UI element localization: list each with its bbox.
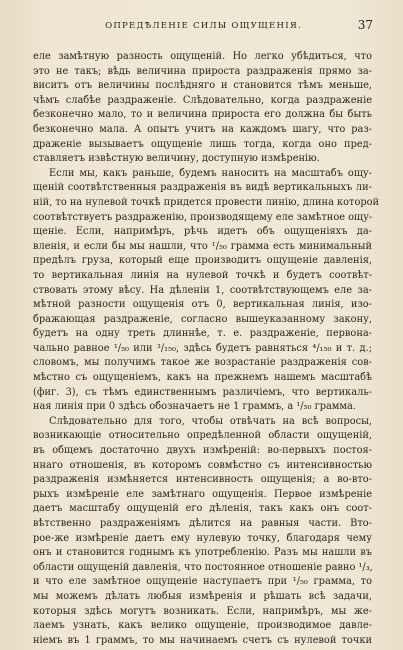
text-line: (фиг. 3), съ тѣмъ единственнымъ различіемъ, что вертикаль- — [33, 386, 372, 398]
text-line: словомъ, мы получимъ такое же возрастаніе раздраженія сов- — [33, 357, 372, 369]
text-line: щеніе. Если, напримѣръ, рѣчь идетъ объ ощущеніяхъ да- — [33, 226, 372, 238]
text-line: бражающая раздраженіе, согласно вышеуказанному закону, — [33, 313, 372, 325]
text-line: предѣлъ груза, который еще производитъ ощущеніе давленія, — [33, 255, 372, 267]
text-line: которыя здѣсь могутъ возникать. Если, напримѣръ, мы же- — [33, 605, 372, 617]
page-number: 37 — [357, 18, 373, 32]
text-line: то вертикальная линія на нулевой точкѣ и будетъ соотвѣт- — [33, 269, 372, 281]
text-line: щеній соотвѣтственныя раздраженія въ видѣ вертикальныхъ ли- — [33, 182, 372, 194]
text-line: ніемъ въ 1 граммъ, то мы начинаемъ счетъ съ нулевой точки — [33, 634, 372, 646]
text-line: Если мы, какъ раньше, будемъ наносить на масштабъ ощу- — [49, 167, 372, 179]
text-line: ная линія при 0 здѣсь обозначаетъ не 1 граммъ, а ¹/₅₀ грамма. — [33, 401, 357, 413]
text-line: ставляетъ извѣстную величину, доступную измѣренію. — [33, 153, 320, 165]
text-line: виситъ отъ величины послѣдняго и становится тѣмъ меньше, — [33, 80, 372, 92]
text-line: мѣстно съ ощущеніемъ, какъ на прежнемъ нашемъ масштабѣ — [33, 372, 372, 384]
text-line: драженіе вызываетъ ощущеніе лишь тогда, когда оно пред- — [33, 138, 372, 150]
text-line: это не такъ; вѣдь величина прироста раздраженія прямо за- — [33, 65, 372, 77]
body-text — [33, 50, 380, 648]
text-line: соотвѣтствуетъ раздраженію, производящему еле замѣтное ощу- — [33, 211, 373, 223]
text-line: будетъ на одну треть длиннѣе, т. е. раздраженіе, первона- — [33, 328, 372, 340]
text-line: раздраженія измѣняется интенсивность ощущенія; а во-вто- — [33, 474, 372, 486]
text-line: мы можемъ дѣлать любыя измѣренія и рѣшать всѣ задачи, — [33, 590, 372, 602]
text-line: въ общемъ достаточно двухъ измѣреній: во-первыхъ постоя- — [33, 445, 372, 457]
text-line: рое-же измѣреніе даетъ ему нулевую точку, благодаря чему — [33, 532, 372, 544]
text-line: ній, то на нулевой точкѣ придется провести линію, длина которой — [33, 196, 380, 208]
text-line: и что еле замѣтное ощущеніе наступаетъ при ¹/₅₀ грамма, то — [33, 576, 372, 588]
running-title: ОПРЕДѢЛЕНІЕ СИЛЫ ОЩУЩЕНІЯ. — [105, 21, 302, 31]
text-line: ннаго отношенія, въ которомъ совмѣстно съ интенсивностью — [33, 459, 372, 471]
text-line: даетъ масштабу ощущеній его дѣленія, такъ какъ онъ соот- — [33, 503, 372, 515]
text-line: ствовать этому вѣсу. На дѣленіи 1, соотвѣтствующемъ еле за- — [33, 284, 372, 296]
page-header — [34, 19, 373, 37]
text-line: лаемъ узнать, какъ велико ощущеніе, производимое давле- — [33, 620, 372, 632]
text-line: чально равное ¹/₅₀ или ³/₁₅₀, здѣсь будетъ равняться ⁴/₁₅₀ и т. д.; — [33, 342, 372, 354]
text-line: безконечно мало, то и величина прироста его должна бы быть — [33, 109, 372, 121]
text-line: рыхъ измѣреніе еле замѣтнаго ощущенія. Первое измѣреніе — [33, 488, 372, 500]
text-line: области ощущеній давленія, что постоянное отношеніе равно ¹/₃, — [33, 561, 373, 573]
text-line: вленія, и если бы мы нашли, что ¹/₅₀ грамма есть минимальный — [33, 240, 372, 252]
text-line: еле замѣтную разность ощущеній. Но легко убѣдиться, что — [33, 51, 372, 62]
text-line: Слѣдовательно для того, чтобы отвѣчать на всѣ вопросы, — [49, 415, 372, 427]
text-line: безконечно мала. А опытъ учитъ на каждомъ шагу, что раз- — [33, 123, 372, 135]
text-line: возникающіе относительно опредѣленной области ощущеній, — [33, 430, 372, 442]
text-line: чѣмъ слабѣе раздраженіе. Слѣдовательно, когда раздраженіе — [33, 94, 372, 106]
text-line: мѣтной разности ощущенія отъ 0, вертикальная линія, изо- — [33, 299, 372, 311]
text-line: вѣтственно раздраженіямъ дѣлится на равныя части. Вто- — [33, 518, 372, 529]
text-line: онъ и становится годнымъ къ употребленію. Разъ мы нашли въ — [33, 547, 372, 559]
